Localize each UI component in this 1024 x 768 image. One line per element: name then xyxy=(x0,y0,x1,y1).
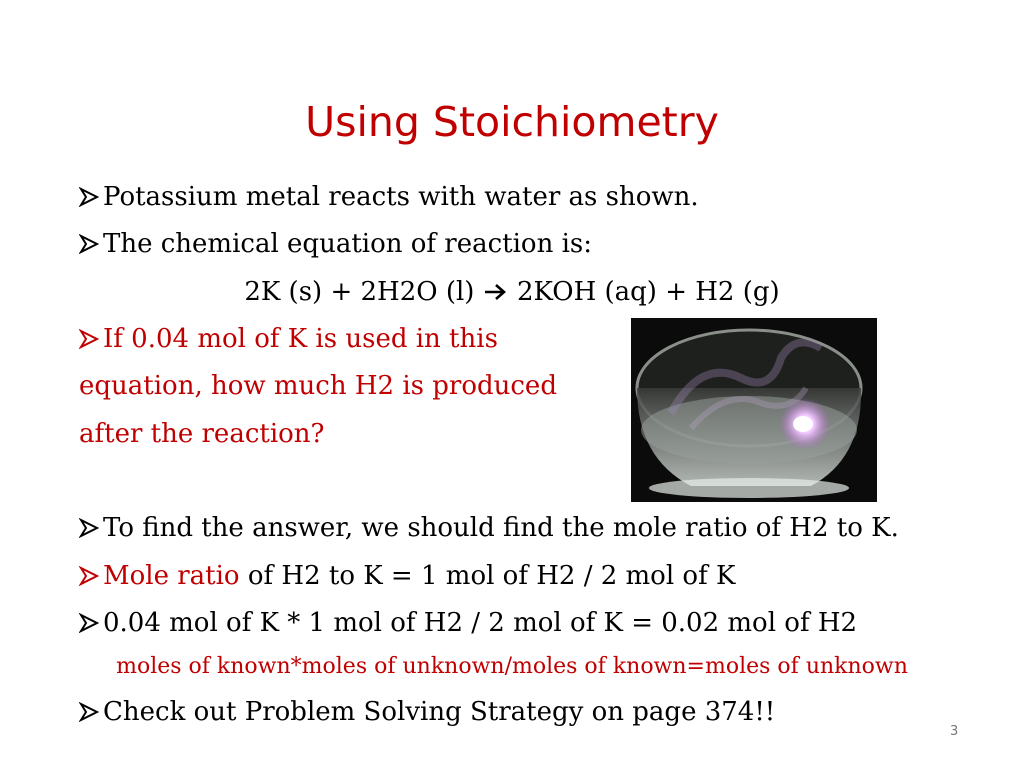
question-text: If 0.04 mol of K is used in this xyxy=(103,324,498,354)
slide-title: Using Stoichiometry xyxy=(305,98,719,146)
question-line-1 xyxy=(79,323,498,355)
arrowhead-bullet-icon xyxy=(79,512,103,544)
arrowhead-bullet-icon xyxy=(79,696,103,728)
bullet-text: Check out Problem Solving Strategy on page 374!! xyxy=(103,697,776,727)
bullet-mole-ratio xyxy=(79,560,735,592)
equation-products: 2KOH (aq) + H2 (g) xyxy=(516,277,780,307)
arrowhead-bullet-icon xyxy=(79,181,103,213)
bullet-check-out xyxy=(79,696,775,728)
bullet-equation-intro xyxy=(79,228,592,260)
question-line-2: equation, how much H2 is produced xyxy=(79,371,557,401)
page-number: 3 xyxy=(950,724,959,739)
bullet-calculation xyxy=(79,607,857,639)
bullet-text: 0.04 mol of K * 1 mol of H2 / 2 mol of K = 0.02 mol of H2 xyxy=(103,608,858,638)
bullet-potassium xyxy=(79,181,699,213)
formula-note: moles of known*moles of unknown/moles of known=moles of unknown xyxy=(116,654,908,679)
mole-ratio-text: of H2 to K = 1 mol of H2 / 2 mol of K xyxy=(239,561,736,591)
arrowhead-bullet-icon xyxy=(79,560,103,592)
arrowhead-bullet-icon xyxy=(79,607,103,639)
arrowhead-bullet-icon xyxy=(79,323,103,355)
bullet-find-answer xyxy=(79,512,899,544)
arrowhead-bullet-icon xyxy=(79,228,103,260)
question-line-3: after the reaction? xyxy=(79,419,325,449)
mole-ratio-label: Mole ratio xyxy=(103,561,240,591)
right-arrow-icon xyxy=(483,277,509,307)
potassium-reaction-photo xyxy=(631,318,877,502)
chemical-equation xyxy=(0,276,1024,308)
bullet-text: The chemical equation of reaction is: xyxy=(103,229,593,259)
equation-reactants: 2K (s) + 2H2O (l) xyxy=(244,277,475,307)
bullet-text: Potassium metal reacts with water as shown. xyxy=(103,182,699,212)
bullet-text: To find the answer, we should find the mole ratio of H2 to K. xyxy=(103,513,899,543)
